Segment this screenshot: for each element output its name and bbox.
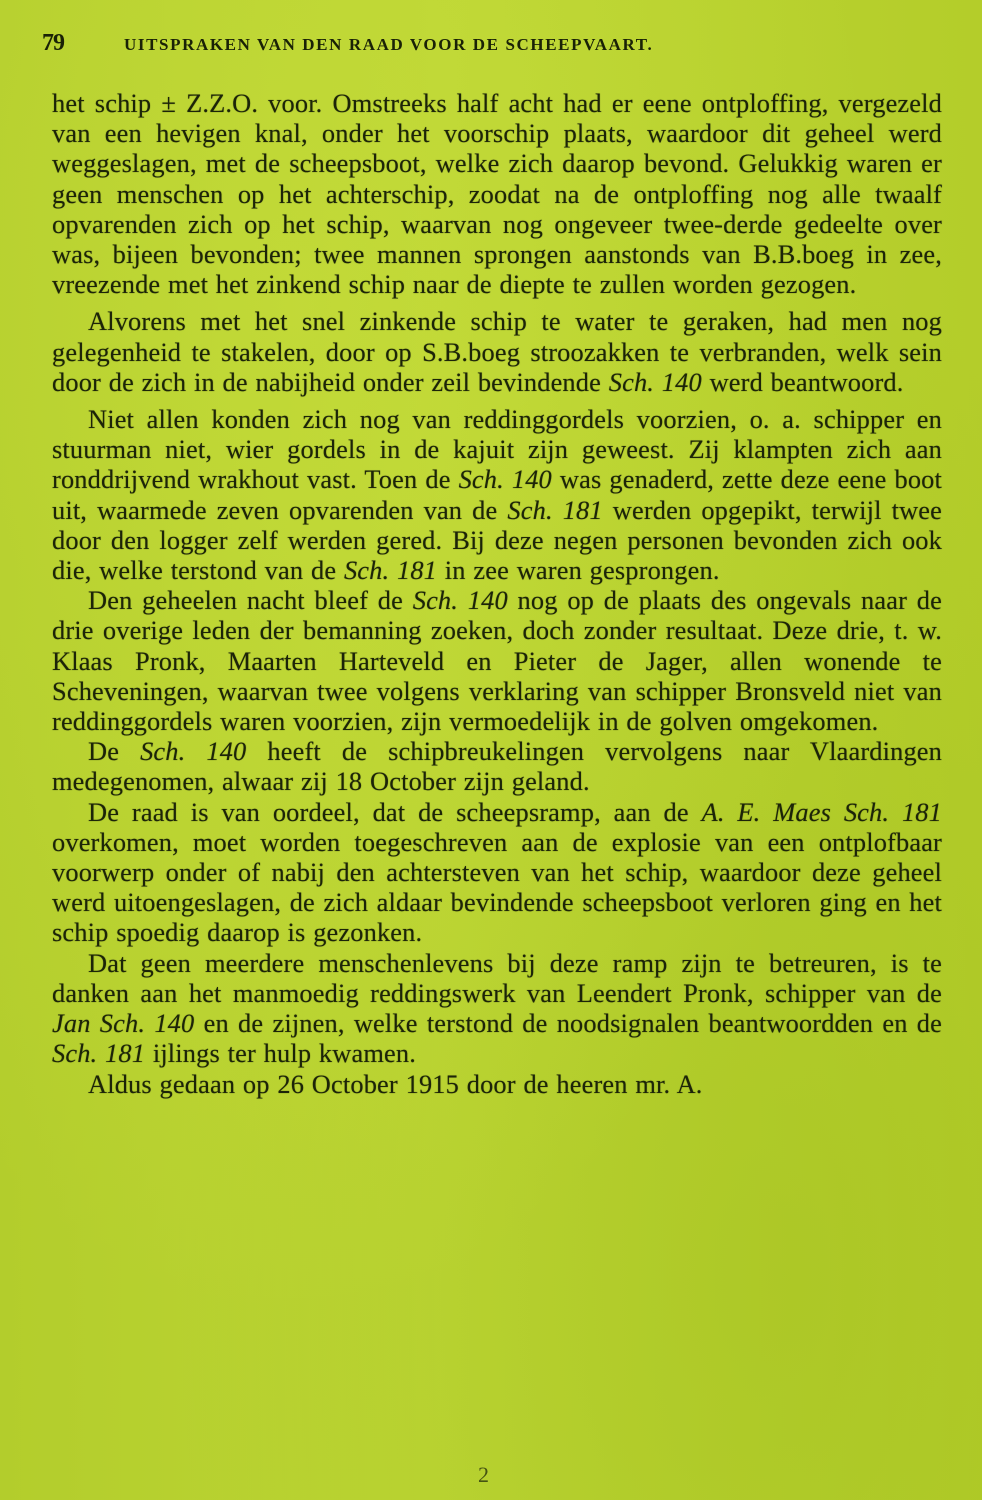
text-segment: Aldus gedaan op 26 October 1915 door de heeren mr. A. xyxy=(88,1068,703,1099)
running-title: UITSPRAKEN VAN DEN RAAD VOOR DE SCHEEPVAART. xyxy=(124,35,654,54)
text-segment: Alvorens met het snel zinkende schip te water te geraken, had men nog gelegenheid te stakelen, door op S.B.boeg stroozakken te verbranden, welk sein door de zich in de nabijheid onder zeil bevindende xyxy=(52,306,942,397)
italic-vessel-name: Sch. 140 xyxy=(608,366,702,397)
text-segment: De xyxy=(88,736,141,767)
text-segment: Den geheelen nacht bleef de xyxy=(88,585,413,616)
text-segment: en de zijnen, welke terstond de noodsignalen beantwoordden en de xyxy=(194,1008,942,1039)
running-header xyxy=(42,30,922,56)
italic-vessel-name: Sch. 140 xyxy=(458,464,552,495)
paragraph xyxy=(52,1069,942,1099)
page-number: 79 xyxy=(42,30,64,56)
italic-vessel-name: A. E. Maes Sch. 181 xyxy=(701,796,942,827)
paragraph xyxy=(52,88,942,299)
text-segment: Niet allen konden zich nog van reddinggordels voorzien, o. a. schipper en stuurman niet, wier gordels in de kajuit zijn geweest. Zij klampten zich aan ronddrijvend wrakhout vast. Toen de xyxy=(52,404,942,495)
text-segment: in zee waren gesprongen. xyxy=(437,555,720,586)
text-segment: werden opgepikt, terwijl twee door den logger zelf werden gered. Bij deze negen personen bevonden zich ook die, welke terstond van de xyxy=(52,494,943,586)
paragraph xyxy=(52,306,942,397)
paragraph xyxy=(52,797,942,948)
italic-vessel-name: Jan Sch. 140 xyxy=(52,1008,195,1039)
paragraph xyxy=(52,404,942,585)
body-text xyxy=(52,88,942,1099)
text-segment: het schip ± Z.Z.O. voor. Omstreeks half acht had er eene ontploffing, vergezeld van een hevigen knal, onder het voorschip plaats, waardoor dit geheel werd weggeslagen, met de scheepsboot, welke zich daarop bevond. Gelukkig waren er geen menschen op het achterschip, zoodat na de ontploffing nog alle twaalf opvarenden zich op het schip, waarvan nog ongeveer twee-derde gedeelte over was, bijeen bevonden; twee mannen sprongen aanstonds van B.B.boeg in zee, vreezende met het zinkend schip naar de diepte te zullen worden gezogen. xyxy=(52,88,942,300)
text-segment: ijlings ter hulp kwamen. xyxy=(145,1038,416,1069)
text-segment: nog op de plaats des ongevals naar de drie overige leden der bemanning zoeken, doch zonder resultaat. Deze drie, t. w. Klaas Pronk, Maarten Harteveld en Pieter de Jager, allen wonende te Scheveningen, waarvan twee volgens verklaring van schipper Bronsveld niet van reddinggordels waren voorzien, zijn vermoedelijk in de golven omgekomen. xyxy=(52,585,943,737)
paragraph xyxy=(52,736,942,796)
text-segment: Dat geen meerdere menschenlevens bij deze ramp zijn te betreuren, is te danken aan het manmoedig reddingswerk van Leendert Pronk, schipper van de xyxy=(52,947,942,1008)
italic-vessel-name: Sch. 181 xyxy=(507,494,603,525)
italic-vessel-name: Sch. 140 xyxy=(412,585,508,616)
signature-mark: 2 xyxy=(478,1462,489,1487)
italic-vessel-name: Sch. 181 xyxy=(343,555,438,586)
italic-vessel-name: Sch. 181 xyxy=(52,1038,146,1069)
text-segment: De raad is van oordeel, dat de scheepsramp, aan de xyxy=(88,796,702,827)
text-segment: overkomen, moet worden toegeschreven aan de explosie van een ontplofbaar voorwerp onder of nabij den achtersteven van het schip, waardoor deze geheel werd uitoengeslagen, de zich aldaar bevindende scheepsboot verloren ging en het schip spoedig daarop is gezonken. xyxy=(52,826,942,948)
text-segment: werd beantwoord. xyxy=(701,366,904,397)
italic-vessel-name: Sch. 140 xyxy=(140,736,247,767)
paragraph xyxy=(52,585,942,736)
paragraph xyxy=(52,948,942,1069)
text-segment: was genaderd, zette deze eene boot uit, waarmede zeven opvarenden van de xyxy=(52,464,942,525)
text-segment: heeft de schipbreukelingen vervolgens naar Vlaardingen medegenomen, alwaar zij 18 October zijn geland. xyxy=(52,736,943,797)
